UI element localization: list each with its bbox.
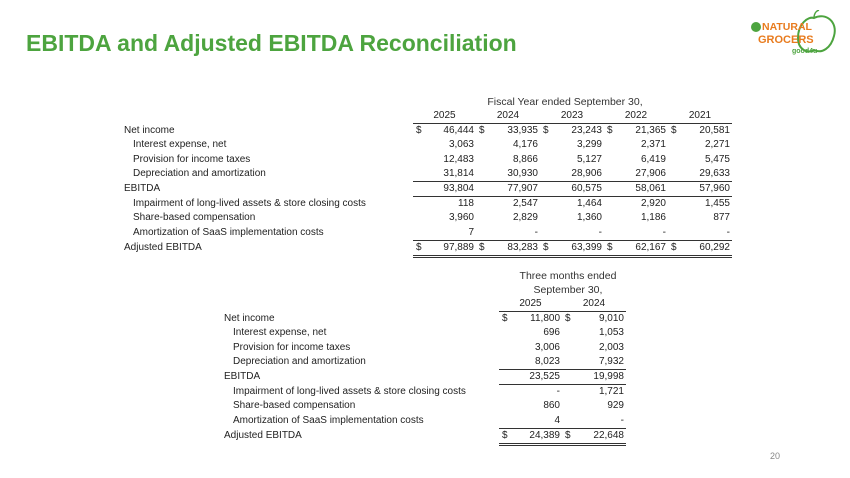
row-value: 860 xyxy=(543,400,560,412)
row-value: 24,389 xyxy=(510,428,562,444)
currency-symbol xyxy=(668,226,679,241)
currency-symbol xyxy=(476,153,487,167)
year-header: 2024 xyxy=(562,297,626,312)
row-value: 58,061 xyxy=(615,182,668,197)
row-value: 8,866 xyxy=(512,153,538,165)
table-row xyxy=(124,226,732,241)
logo-text-grocers: GROCERS xyxy=(758,34,814,46)
row-label: Interest expense, net xyxy=(133,139,227,151)
currency-symbol xyxy=(413,153,424,167)
row-value: - xyxy=(556,386,560,398)
row-value: 7 xyxy=(424,226,476,241)
currency-symbol xyxy=(476,211,487,225)
row-value: 97,889 xyxy=(424,240,476,256)
logo-text-natural: NATURAL xyxy=(762,21,812,33)
row-value: 118 xyxy=(458,198,474,210)
table-row xyxy=(224,355,626,370)
row-value: 31,814 xyxy=(443,167,474,179)
row-value: 28,906 xyxy=(571,167,602,179)
row-label: Net income xyxy=(124,124,175,136)
currency-symbol xyxy=(668,197,679,212)
currency-symbol xyxy=(604,153,615,167)
currency-symbol xyxy=(668,211,679,225)
currency-symbol xyxy=(499,355,510,370)
row-value: 12,483 xyxy=(443,153,474,165)
natural-grocers-logo xyxy=(748,10,838,62)
year-header: 2021 xyxy=(668,109,732,124)
row-value: 3,006 xyxy=(534,341,560,353)
year-header: 2025 xyxy=(499,297,562,312)
row-value: 2,547 xyxy=(512,198,538,210)
currency-symbol xyxy=(413,182,424,197)
currency-symbol: $ xyxy=(607,125,613,137)
currency-symbol xyxy=(413,167,424,182)
row-value: - xyxy=(679,226,732,241)
row-value: 30,930 xyxy=(507,167,538,179)
currency-symbol xyxy=(562,341,573,355)
currency-symbol: $ xyxy=(540,240,551,256)
row-label: Impairment of long-lived assets & store closing costs xyxy=(133,197,366,209)
row-label: EBITDA xyxy=(124,183,161,195)
currency-symbol xyxy=(562,326,573,340)
row-value: 3,299 xyxy=(576,139,602,151)
row-value: 60,575 xyxy=(551,182,604,197)
row-value: 1,360 xyxy=(576,212,602,224)
row-value: 1,464 xyxy=(576,198,602,210)
table-row xyxy=(124,211,732,225)
currency-symbol xyxy=(540,153,551,167)
currency-symbol xyxy=(499,385,510,400)
currency-symbol xyxy=(562,414,573,429)
currency-symbol: $ xyxy=(416,125,422,137)
quarter-reconciliation-table xyxy=(224,297,626,446)
row-value: 9,010 xyxy=(598,313,624,325)
currency-symbol: $ xyxy=(668,240,679,256)
currency-symbol xyxy=(476,182,487,197)
row-value: 83,283 xyxy=(487,240,540,256)
currency-symbol xyxy=(668,167,679,182)
row-value: 5,475 xyxy=(704,153,730,165)
row-value: 27,906 xyxy=(635,167,666,179)
table-row xyxy=(124,167,732,182)
row-value: 877 xyxy=(713,212,730,224)
currency-symbol xyxy=(413,211,424,225)
currency-symbol xyxy=(540,167,551,182)
currency-symbol xyxy=(499,326,510,340)
row-value: 2,829 xyxy=(512,212,538,224)
row-value: 4,176 xyxy=(512,139,538,151)
currency-symbol xyxy=(499,370,510,385)
row-label: EBITDA xyxy=(224,371,261,383)
row-value: 11,800 xyxy=(530,313,560,325)
table-row xyxy=(124,240,732,256)
currency-symbol xyxy=(476,226,487,241)
currency-symbol: $ xyxy=(502,313,508,325)
page-number: 20 xyxy=(770,451,781,461)
row-value: 696 xyxy=(543,327,560,339)
row-value: 23,525 xyxy=(510,370,562,385)
currency-symbol: $ xyxy=(476,240,487,256)
page-title: EBITDA and Adjusted EBITDA Reconciliation xyxy=(26,30,517,56)
currency-symbol xyxy=(540,182,551,197)
currency-symbol xyxy=(604,226,615,241)
year-header: 2023 xyxy=(540,109,604,124)
currency-symbol xyxy=(413,226,424,241)
year-header: 2024 xyxy=(476,109,540,124)
row-value: 6,419 xyxy=(640,153,666,165)
row-value: 5,127 xyxy=(576,153,602,165)
row-label: Adjusted EBITDA xyxy=(224,430,302,442)
row-value: 93,804 xyxy=(424,182,476,197)
row-value: 46,444 xyxy=(443,125,474,137)
table-row xyxy=(124,138,732,152)
table-row xyxy=(224,312,626,327)
row-value: - xyxy=(487,226,540,241)
row-label: Adjusted EBITDA xyxy=(124,242,202,254)
table-row xyxy=(224,414,626,429)
currency-symbol xyxy=(540,197,551,212)
row-value: 29,633 xyxy=(699,167,730,179)
row-value: 929 xyxy=(607,400,624,412)
row-value: 63,399 xyxy=(551,240,604,256)
row-label: Depreciation and amortization xyxy=(133,168,266,180)
currency-symbol xyxy=(668,153,679,167)
row-value: 33,935 xyxy=(507,125,538,137)
currency-symbol xyxy=(562,355,573,370)
currency-symbol xyxy=(668,138,679,152)
row-value: 1,455 xyxy=(704,198,730,210)
row-value: 4 xyxy=(510,414,562,429)
table-row xyxy=(124,153,732,167)
currency-symbol xyxy=(562,385,573,400)
row-value: 3,960 xyxy=(448,212,474,224)
row-value: 77,907 xyxy=(487,182,540,197)
currency-symbol xyxy=(604,211,615,225)
row-value: 23,243 xyxy=(571,125,602,137)
year-header: 2022 xyxy=(604,109,668,124)
logo-text-good4u: good4u xyxy=(792,48,818,55)
row-value: 60,292 xyxy=(679,240,732,256)
row-value: 2,920 xyxy=(640,198,666,210)
currency-symbol xyxy=(413,138,424,152)
currency-symbol: $ xyxy=(565,313,571,325)
row-value: 8,023 xyxy=(534,355,560,367)
annual-reconciliation-table xyxy=(124,109,732,258)
currency-symbol xyxy=(604,182,615,197)
row-value: 1,721 xyxy=(598,386,624,398)
row-label: Net income xyxy=(224,312,275,324)
currency-symbol xyxy=(499,341,510,355)
currency-symbol: $ xyxy=(604,240,615,256)
currency-symbol xyxy=(668,182,679,197)
row-value: 2,003 xyxy=(598,341,624,353)
currency-symbol xyxy=(499,399,510,413)
currency-symbol xyxy=(476,167,487,182)
row-label: Amortization of SaaS implementation costs xyxy=(133,226,324,238)
row-value: 22,648 xyxy=(573,428,626,444)
quarter-caption-line1: Three months ended xyxy=(519,270,617,282)
row-value: 21,365 xyxy=(635,125,666,137)
table-row xyxy=(224,370,626,385)
row-value: 1,186 xyxy=(640,212,666,224)
row-label: Impairment of long-lived assets & store closing costs xyxy=(233,385,466,397)
year-header: 2025 xyxy=(413,109,476,124)
row-value: 1,053 xyxy=(598,327,624,339)
row-value: 20,581 xyxy=(699,125,730,137)
table-row xyxy=(224,326,626,340)
currency-symbol: $ xyxy=(413,240,424,256)
table-row xyxy=(124,124,732,139)
row-value: - xyxy=(551,226,604,241)
row-value: 19,998 xyxy=(573,370,626,385)
currency-symbol: $ xyxy=(499,428,510,444)
row-value: 57,960 xyxy=(679,182,732,197)
row-label: Provision for income taxes xyxy=(133,153,251,165)
row-value: - xyxy=(573,414,626,429)
currency-symbol xyxy=(540,211,551,225)
currency-symbol xyxy=(413,197,424,212)
table-row xyxy=(124,182,732,197)
row-label: Provision for income taxes xyxy=(233,341,351,353)
currency-symbol: $ xyxy=(562,428,573,444)
row-label: Share-based compensation xyxy=(233,400,356,412)
row-value: 3,063 xyxy=(448,139,474,151)
row-value: 2,271 xyxy=(704,139,730,151)
currency-symbol: $ xyxy=(479,125,485,137)
row-label: Share-based compensation xyxy=(133,212,256,224)
currency-symbol xyxy=(604,138,615,152)
row-value: 2,371 xyxy=(640,139,666,151)
table-row xyxy=(224,385,626,400)
currency-symbol xyxy=(562,399,573,413)
currency-symbol xyxy=(540,226,551,241)
currency-symbol xyxy=(562,370,573,385)
row-label: Depreciation and amortization xyxy=(233,356,366,368)
row-label: Interest expense, net xyxy=(233,327,327,339)
row-value: - xyxy=(615,226,668,241)
row-value: 62,167 xyxy=(615,240,668,256)
table-row xyxy=(224,341,626,355)
row-value: 7,932 xyxy=(598,355,624,367)
currency-symbol xyxy=(476,138,487,152)
currency-symbol xyxy=(476,197,487,212)
table-row xyxy=(124,197,732,212)
currency-symbol xyxy=(604,167,615,182)
row-label: Amortization of SaaS implementation costs xyxy=(233,414,424,426)
table-row xyxy=(224,399,626,413)
currency-symbol: $ xyxy=(543,125,549,137)
table-row xyxy=(224,428,626,444)
currency-symbol: $ xyxy=(671,125,677,137)
quarter-year-header xyxy=(224,297,626,312)
annual-year-header xyxy=(124,109,732,124)
annual-caption: Fiscal Year ended September 30, xyxy=(487,96,643,108)
quarter-caption-line2: September 30, xyxy=(533,284,603,296)
currency-symbol xyxy=(499,414,510,429)
currency-symbol xyxy=(540,138,551,152)
currency-symbol xyxy=(604,197,615,212)
